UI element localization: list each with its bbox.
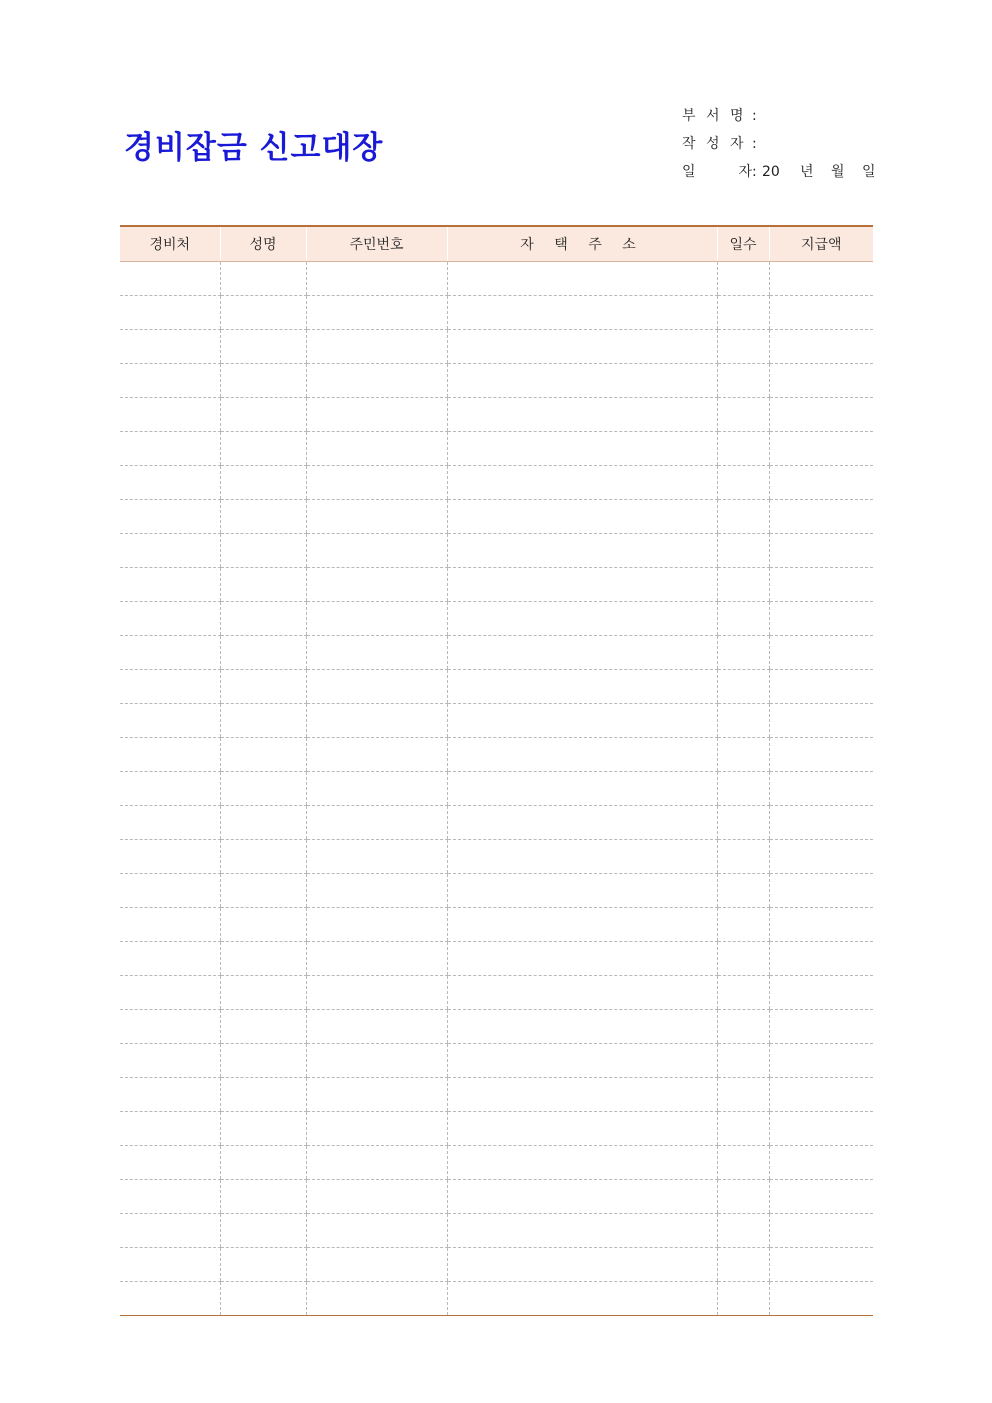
register-table-container: [120, 225, 873, 1316]
table-cell[interactable]: [717, 1044, 769, 1078]
table-cell[interactable]: [120, 636, 220, 670]
table-cell[interactable]: [220, 840, 306, 874]
table-cell[interactable]: [220, 636, 306, 670]
table-cell[interactable]: [769, 1112, 873, 1146]
table-row: [120, 1180, 873, 1214]
table-row: [120, 296, 873, 330]
table-cell[interactable]: [120, 840, 220, 874]
table-cell[interactable]: [717, 262, 769, 296]
table-cell[interactable]: [447, 398, 717, 432]
table-cell[interactable]: [220, 670, 306, 704]
table-cell[interactable]: [120, 1044, 220, 1078]
table-row: [120, 806, 873, 840]
table-cell[interactable]: [447, 330, 717, 364]
header-days: 일수: [717, 226, 769, 262]
table-cell[interactable]: [717, 908, 769, 942]
table-cell[interactable]: [717, 976, 769, 1010]
table-cell[interactable]: [306, 262, 447, 296]
table-cell[interactable]: [769, 1010, 873, 1044]
table-cell[interactable]: [220, 1010, 306, 1044]
table-cell[interactable]: [717, 840, 769, 874]
table-cell[interactable]: [769, 602, 873, 636]
table-cell[interactable]: [306, 534, 447, 568]
page-title: 경비잡금 신고대장: [124, 130, 384, 166]
meta-row-date: [682, 158, 940, 186]
table-cell[interactable]: [447, 976, 717, 1010]
table-cell[interactable]: [717, 874, 769, 908]
table-cell[interactable]: [717, 500, 769, 534]
table-cell[interactable]: [306, 1010, 447, 1044]
table-cell[interactable]: [769, 534, 873, 568]
table-row: [120, 398, 873, 432]
table-cell[interactable]: [717, 466, 769, 500]
table-cell[interactable]: [717, 534, 769, 568]
header-home-address: 자 택 주 소: [447, 226, 717, 262]
table-cell[interactable]: [220, 1146, 306, 1180]
table-cell[interactable]: [447, 1146, 717, 1180]
table-header-row: [120, 226, 873, 262]
table-cell[interactable]: [447, 942, 717, 976]
table-row: [120, 1248, 873, 1282]
table-row: [120, 976, 873, 1010]
table-cell[interactable]: [220, 874, 306, 908]
department-colon: :: [752, 108, 757, 124]
table-cell[interactable]: [717, 1010, 769, 1044]
date-field[interactable]: [762, 158, 940, 186]
table-cell[interactable]: [220, 806, 306, 840]
table-cell[interactable]: [120, 432, 220, 466]
table-cell[interactable]: [769, 432, 873, 466]
header-resident-number: 주민번호: [306, 226, 447, 262]
table-cell[interactable]: [306, 1078, 447, 1112]
table-cell[interactable]: [220, 330, 306, 364]
table-row: [120, 1044, 873, 1078]
table-row: [120, 636, 873, 670]
table-cell[interactable]: [306, 500, 447, 534]
table-row: [120, 466, 873, 500]
header-name: 성명: [220, 226, 306, 262]
table-cell[interactable]: [769, 364, 873, 398]
table-row: [120, 908, 873, 942]
table-cell[interactable]: [120, 262, 220, 296]
table-cell[interactable]: [717, 704, 769, 738]
table-cell[interactable]: [447, 670, 717, 704]
table-cell[interactable]: [769, 398, 873, 432]
table-cell[interactable]: [120, 772, 220, 806]
table-cell[interactable]: [769, 262, 873, 296]
table-cell[interactable]: [220, 534, 306, 568]
table-cell[interactable]: [717, 772, 769, 806]
table-cell[interactable]: [220, 908, 306, 942]
table-cell[interactable]: [306, 636, 447, 670]
table-cell[interactable]: [120, 670, 220, 704]
table-row: [120, 704, 873, 738]
table-cell[interactable]: [447, 1044, 717, 1078]
table-cell[interactable]: [717, 738, 769, 772]
table-cell[interactable]: [717, 806, 769, 840]
table-cell[interactable]: [769, 466, 873, 500]
table-cell[interactable]: [220, 398, 306, 432]
date-day-unit: 일: [862, 164, 876, 180]
table-cell[interactable]: [306, 1146, 447, 1180]
meta-block: [682, 102, 940, 186]
table-cell[interactable]: [306, 874, 447, 908]
date-month-unit: 월: [831, 164, 845, 180]
header-expense-place: 경비처: [120, 226, 220, 262]
table-cell[interactable]: [306, 908, 447, 942]
table-cell[interactable]: [120, 602, 220, 636]
table-cell[interactable]: [717, 364, 769, 398]
table-cell[interactable]: [447, 840, 717, 874]
date-label: [682, 158, 752, 186]
table-row: [120, 1112, 873, 1146]
table-cell[interactable]: [220, 1214, 306, 1248]
table-cell[interactable]: [220, 1112, 306, 1146]
table-cell[interactable]: [769, 1180, 873, 1214]
table-cell[interactable]: [120, 942, 220, 976]
table-cell[interactable]: [220, 262, 306, 296]
table-cell[interactable]: [306, 1214, 447, 1248]
table-cell[interactable]: [769, 636, 873, 670]
table-cell[interactable]: [306, 296, 447, 330]
table-cell[interactable]: [769, 806, 873, 840]
table-cell[interactable]: [120, 466, 220, 500]
table-cell[interactable]: [120, 1146, 220, 1180]
table-cell[interactable]: [120, 1180, 220, 1214]
table-cell[interactable]: [306, 432, 447, 466]
table-cell[interactable]: [447, 908, 717, 942]
table-cell[interactable]: [120, 296, 220, 330]
table-row: [120, 942, 873, 976]
header-payment-amount: 지급액: [769, 226, 873, 262]
table-cell[interactable]: [447, 466, 717, 500]
table-cell[interactable]: [717, 602, 769, 636]
table-cell[interactable]: [220, 1044, 306, 1078]
table-cell[interactable]: [447, 704, 717, 738]
table-cell[interactable]: [769, 296, 873, 330]
table-cell[interactable]: [306, 1282, 447, 1316]
table-cell[interactable]: [447, 534, 717, 568]
table-row: [120, 500, 873, 534]
table-cell[interactable]: [769, 704, 873, 738]
table-row: [120, 330, 873, 364]
table-cell[interactable]: [769, 568, 873, 602]
table-cell[interactable]: [447, 1010, 717, 1044]
table-cell[interactable]: [306, 568, 447, 602]
table-cell[interactable]: [769, 772, 873, 806]
table-cell[interactable]: [306, 364, 447, 398]
table-cell[interactable]: [306, 1248, 447, 1282]
table-cell[interactable]: [447, 568, 717, 602]
table-cell[interactable]: [769, 670, 873, 704]
table-cell[interactable]: [306, 670, 447, 704]
table-cell[interactable]: [120, 568, 220, 602]
department-label: 부 서 명: [682, 108, 747, 124]
author-colon: :: [752, 136, 757, 152]
table-cell[interactable]: [120, 330, 220, 364]
table-cell[interactable]: [120, 1078, 220, 1112]
table-cell[interactable]: [769, 1044, 873, 1078]
department-field[interactable]: [762, 102, 940, 130]
table-cell[interactable]: [769, 1248, 873, 1282]
table-cell[interactable]: [306, 1044, 447, 1078]
table-cell[interactable]: [120, 738, 220, 772]
register-table: [120, 225, 873, 1316]
table-cell[interactable]: [120, 1112, 220, 1146]
table-cell[interactable]: [120, 500, 220, 534]
table-cell[interactable]: [717, 330, 769, 364]
table-cell[interactable]: [120, 1282, 220, 1316]
table-cell[interactable]: [306, 602, 447, 636]
table-cell[interactable]: [220, 1282, 306, 1316]
table-cell[interactable]: [447, 1282, 717, 1316]
table-cell[interactable]: [120, 874, 220, 908]
table-cell[interactable]: [769, 330, 873, 364]
table-cell[interactable]: [306, 942, 447, 976]
table-cell[interactable]: [447, 1078, 717, 1112]
table-cell[interactable]: [220, 942, 306, 976]
author-label: 작 성 자: [682, 136, 747, 152]
table-cell[interactable]: [717, 942, 769, 976]
table-row: [120, 1146, 873, 1180]
table-cell[interactable]: [306, 398, 447, 432]
table-cell[interactable]: [220, 1248, 306, 1282]
table-cell[interactable]: [447, 364, 717, 398]
table-body: [120, 262, 873, 1316]
table-cell[interactable]: [306, 330, 447, 364]
table-row: [120, 262, 873, 296]
table-cell[interactable]: [717, 1078, 769, 1112]
table-cell[interactable]: [717, 1214, 769, 1248]
table-cell[interactable]: [447, 296, 717, 330]
table-cell[interactable]: [220, 568, 306, 602]
table-cell[interactable]: [306, 806, 447, 840]
table-row: [120, 602, 873, 636]
table-cell[interactable]: [120, 1248, 220, 1282]
table-cell[interactable]: [120, 398, 220, 432]
table-cell[interactable]: [717, 1112, 769, 1146]
table-row: [120, 670, 873, 704]
table-cell[interactable]: [120, 806, 220, 840]
table-cell[interactable]: [220, 500, 306, 534]
table-cell[interactable]: [306, 840, 447, 874]
table-cell[interactable]: [220, 976, 306, 1010]
table-cell[interactable]: [447, 262, 717, 296]
table-row: [120, 840, 873, 874]
table-cell[interactable]: [769, 840, 873, 874]
table-cell[interactable]: [717, 398, 769, 432]
table-cell[interactable]: [220, 1078, 306, 1112]
table-cell[interactable]: [120, 534, 220, 568]
table-cell[interactable]: [717, 670, 769, 704]
table-cell[interactable]: [769, 942, 873, 976]
table-row: [120, 534, 873, 568]
table-cell[interactable]: [769, 908, 873, 942]
table-cell[interactable]: [717, 1282, 769, 1316]
table-cell[interactable]: [447, 1112, 717, 1146]
table-cell[interactable]: [717, 636, 769, 670]
table-cell[interactable]: [306, 976, 447, 1010]
table-cell[interactable]: [717, 1180, 769, 1214]
table-cell[interactable]: [769, 874, 873, 908]
table-cell[interactable]: [447, 874, 717, 908]
table-cell[interactable]: [120, 364, 220, 398]
table-cell[interactable]: [769, 1146, 873, 1180]
table-cell[interactable]: [447, 500, 717, 534]
table-row: [120, 1214, 873, 1248]
table-cell[interactable]: [120, 1214, 220, 1248]
date-colon: :: [752, 164, 757, 180]
table-cell[interactable]: [717, 432, 769, 466]
table-row: [120, 1282, 873, 1316]
table-cell[interactable]: [220, 704, 306, 738]
date-year-unit: 년: [800, 164, 814, 180]
table-cell[interactable]: [220, 772, 306, 806]
table-cell[interactable]: [447, 738, 717, 772]
table-cell[interactable]: [220, 738, 306, 772]
table-cell[interactable]: [769, 1214, 873, 1248]
table-cell[interactable]: [447, 602, 717, 636]
table-cell[interactable]: [717, 1248, 769, 1282]
table-cell[interactable]: [120, 1010, 220, 1044]
table-cell[interactable]: [447, 1180, 717, 1214]
meta-row-department: [682, 102, 940, 130]
table-cell[interactable]: [120, 704, 220, 738]
table-cell[interactable]: [306, 772, 447, 806]
author-field[interactable]: [762, 130, 940, 158]
table-row: [120, 1078, 873, 1112]
table-row: [120, 432, 873, 466]
table-cell[interactable]: [120, 976, 220, 1010]
table-cell[interactable]: [717, 296, 769, 330]
table-cell[interactable]: [769, 738, 873, 772]
table-cell[interactable]: [220, 466, 306, 500]
meta-row-author: [682, 130, 940, 158]
table-row: [120, 772, 873, 806]
table-cell[interactable]: [447, 1214, 717, 1248]
date-year-prefix: 20: [762, 164, 780, 180]
table-cell[interactable]: [769, 1282, 873, 1316]
table-cell[interactable]: [306, 466, 447, 500]
table-cell[interactable]: [769, 976, 873, 1010]
date-label-second: 자: [738, 164, 752, 180]
table-cell[interactable]: [447, 636, 717, 670]
table-row: [120, 568, 873, 602]
table-row: [120, 1010, 873, 1044]
table-cell[interactable]: [306, 1180, 447, 1214]
table-cell[interactable]: [220, 602, 306, 636]
table-cell[interactable]: [306, 704, 447, 738]
table-cell[interactable]: [447, 772, 717, 806]
table-cell[interactable]: [447, 432, 717, 466]
table-cell[interactable]: [220, 1180, 306, 1214]
table-cell[interactable]: [220, 296, 306, 330]
table-row: [120, 364, 873, 398]
table-cell[interactable]: [220, 432, 306, 466]
table-cell[interactable]: [447, 1248, 717, 1282]
table-row: [120, 738, 873, 772]
table-cell[interactable]: [769, 1078, 873, 1112]
date-label-first: 일: [682, 164, 696, 180]
table-cell[interactable]: [717, 1146, 769, 1180]
table-cell[interactable]: [306, 1112, 447, 1146]
table-row: [120, 874, 873, 908]
table-cell[interactable]: [220, 364, 306, 398]
table-cell[interactable]: [306, 738, 447, 772]
table-cell[interactable]: [120, 908, 220, 942]
table-cell[interactable]: [769, 500, 873, 534]
table-cell[interactable]: [447, 806, 717, 840]
table-cell[interactable]: [717, 568, 769, 602]
